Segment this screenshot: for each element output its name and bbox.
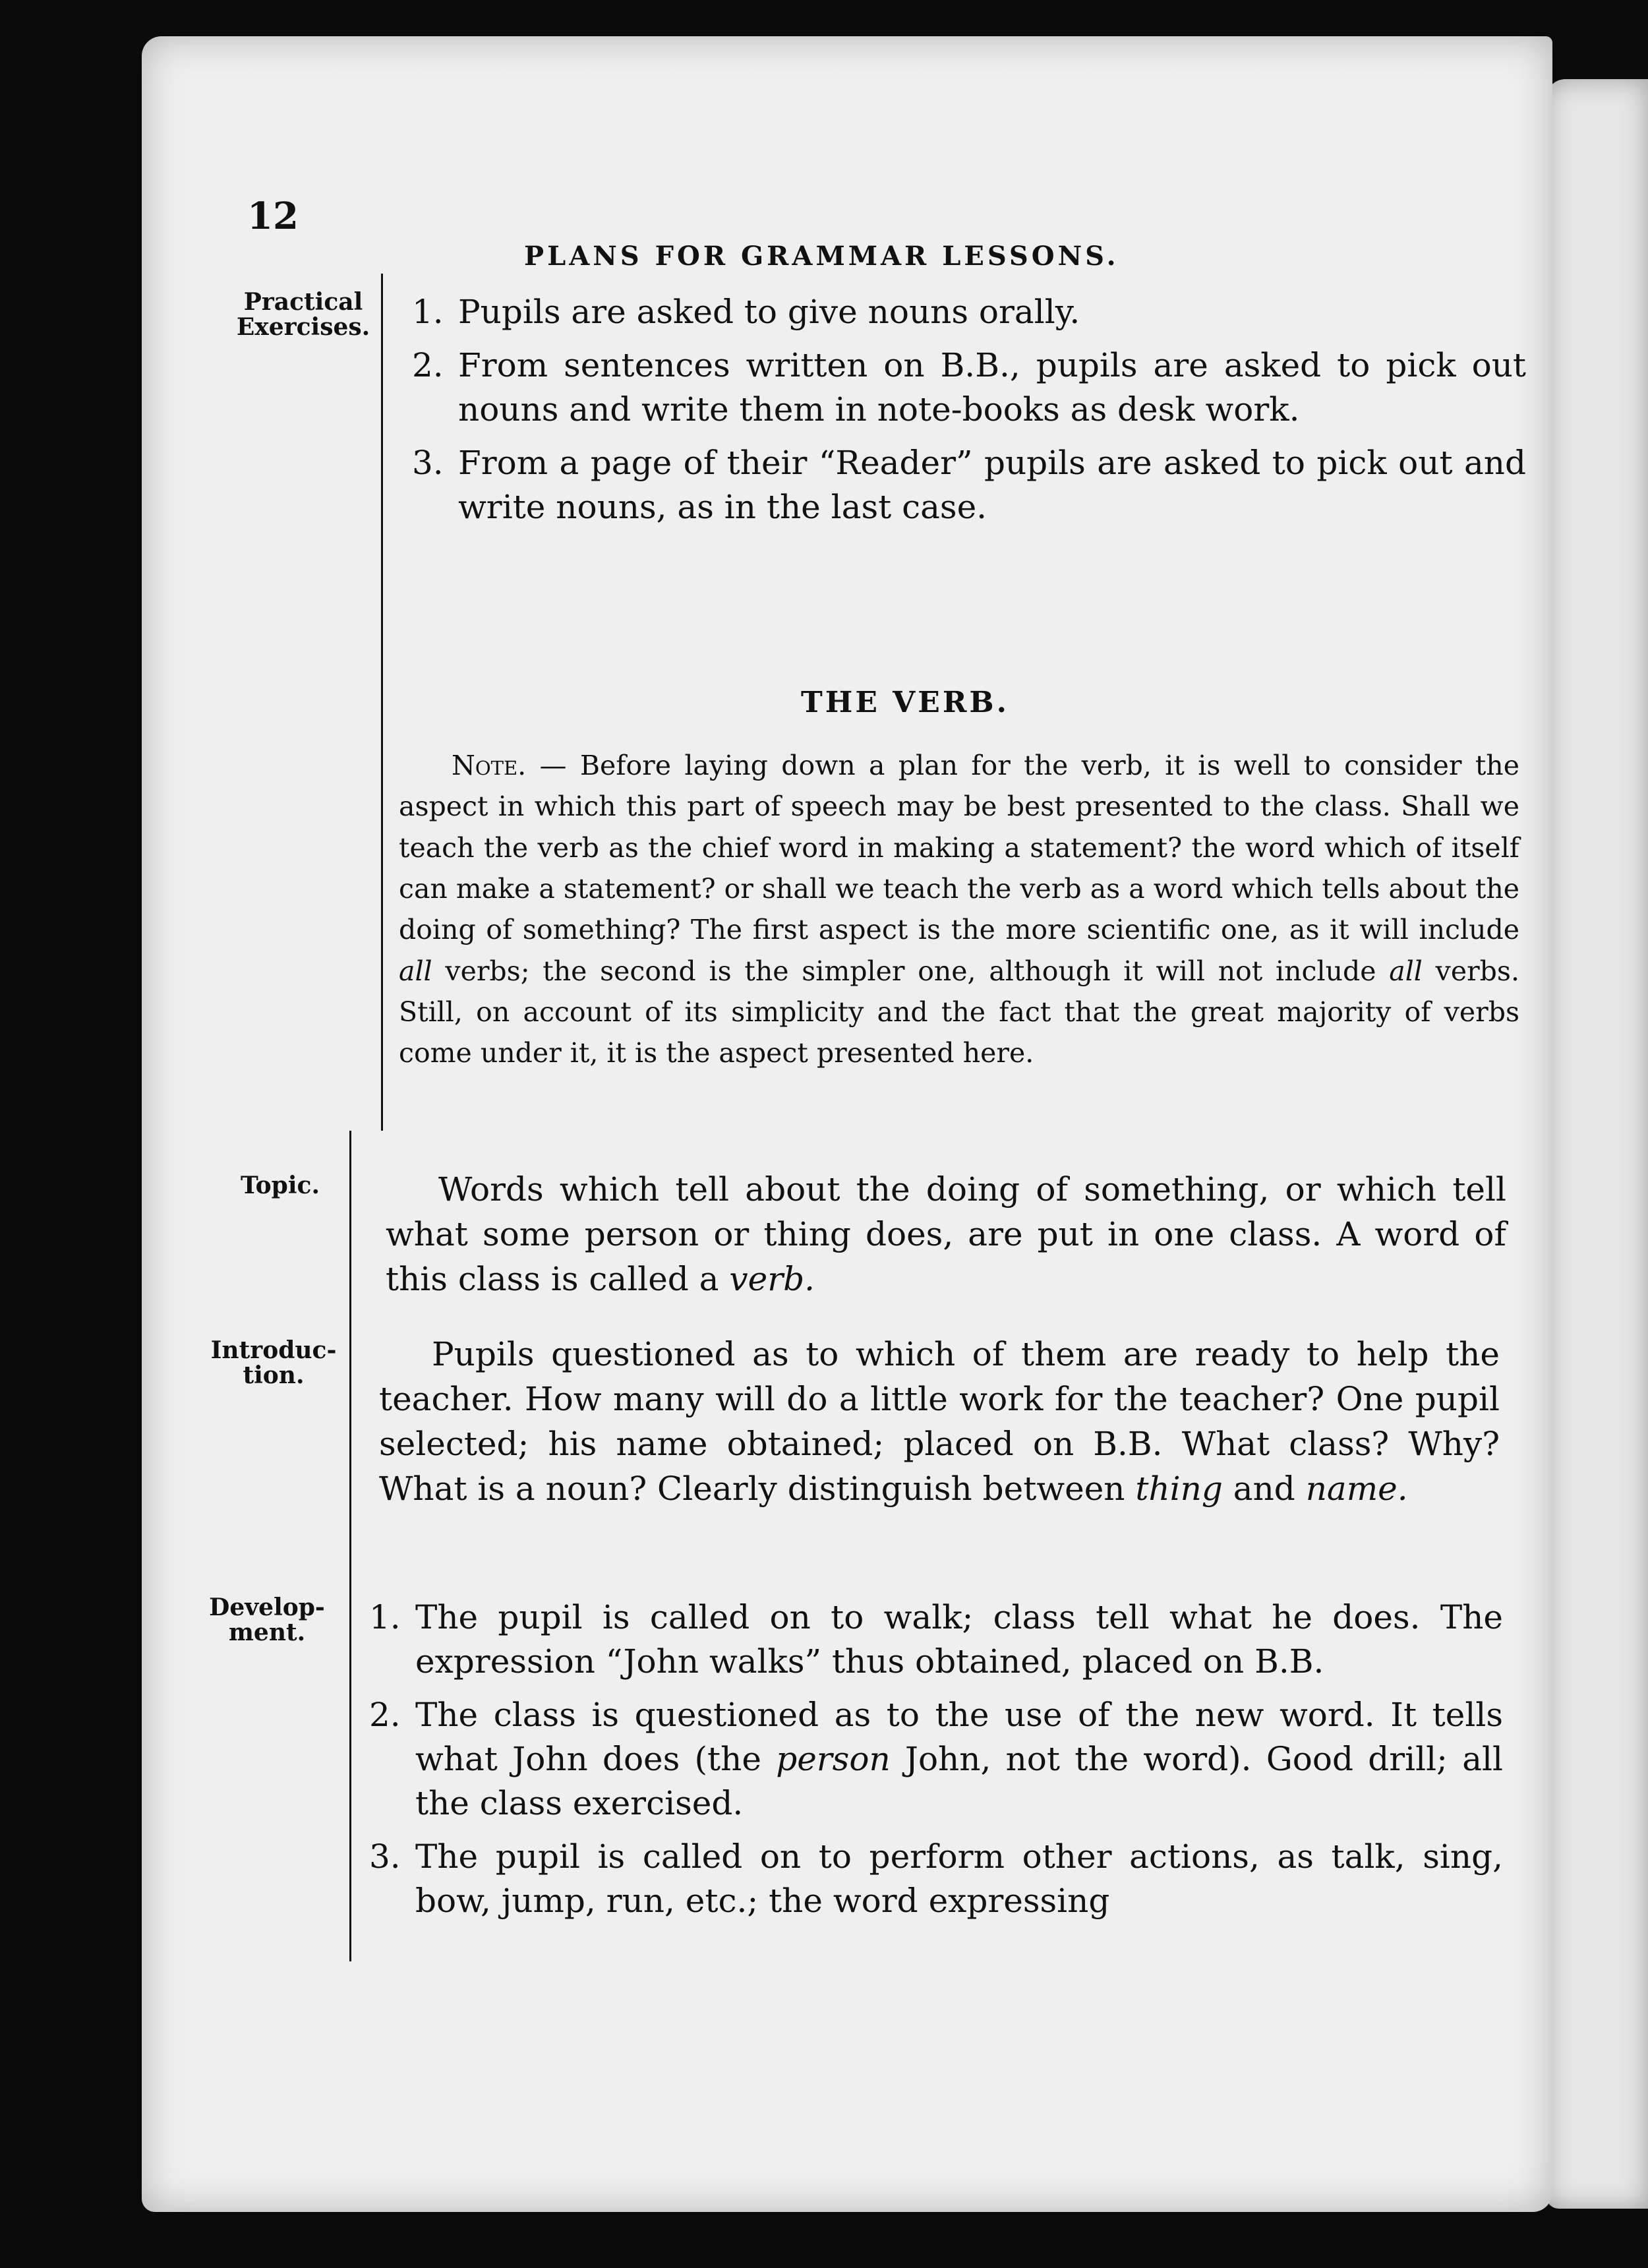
page-number: 12 xyxy=(247,194,299,238)
list-item: 1. Pupils are asked to give nouns orally. xyxy=(412,293,1080,331)
topic-paragraph: Words which tell about the doing of something, or which tell what some person or thing does, are put in one class. A word of this class is called a verb. xyxy=(386,1170,1506,1298)
margin-label-topic: Topic. xyxy=(241,1172,320,1199)
running-head: PLANS FOR GRAMMAR LESSONS. xyxy=(524,241,1119,272)
book-page xyxy=(142,36,1552,2212)
note-label: Note. xyxy=(452,750,527,781)
adjacent-page-edge xyxy=(1546,79,1648,2209)
margin-label-introduction: Introduc- tion. xyxy=(210,1336,337,1389)
practical-exercises-list xyxy=(412,290,1526,539)
section-title-the-verb: THE VERB. xyxy=(801,686,1009,719)
development-list xyxy=(369,1596,1503,1932)
list-item: 2. From sentences written on B.B., pupils are asked to pick out nouns and write them in note-books as desk work. xyxy=(412,346,1526,429)
margin-label-practical-exercises: Practical Exercises. xyxy=(236,288,370,341)
list-item: 3. From a page of their “Reader” pupils are asked to pick out and write nouns, as in the last case. xyxy=(412,444,1526,526)
note-paragraph: Note. — Before laying down a plan for the verb, it is well to consider the aspect in which this part of speech may be best presented to the class. Shall we teach the verb as the chief word in making a statement? the word which of itself can make a statement? or shall we teach the verb as a word which tells about the doing of something? The first aspect is the more scientific one, as it will include all verbs; the second is the simpler one, although it will not include all verbs. Still, on account of its simplicity and the fact that the great majority of verbs come under it, it is the aspect presented here. xyxy=(399,750,1519,1069)
introduction-paragraph: Pupils questioned as to which of them are ready to help the teacher. How many will do a little work for the teacher? One pupil selected; his name obtained; placed on B.B. What class? Why? What is a noun? Clearly distinguish between thing and name. xyxy=(379,1335,1500,1508)
margin-label-development: Develop- ment. xyxy=(209,1594,325,1646)
margin-rule-bottom xyxy=(349,1131,351,1961)
list-item: 3. The pupil is called on to perform other actions, as talk, sing, bow, jump, run, etc.; the word expressing xyxy=(369,1837,1503,1920)
list-item: 1. The pupil is called on to walk; class tell what he does. The expression “John walks” thus obtained, placed on B.B. xyxy=(369,1598,1503,1681)
margin-rule-top xyxy=(381,274,383,1131)
list-item: 2. The class is questioned as to the use of the new word. It tells what John does (the person John, not the word). Good drill; all the class exercised. xyxy=(369,1696,1503,1822)
